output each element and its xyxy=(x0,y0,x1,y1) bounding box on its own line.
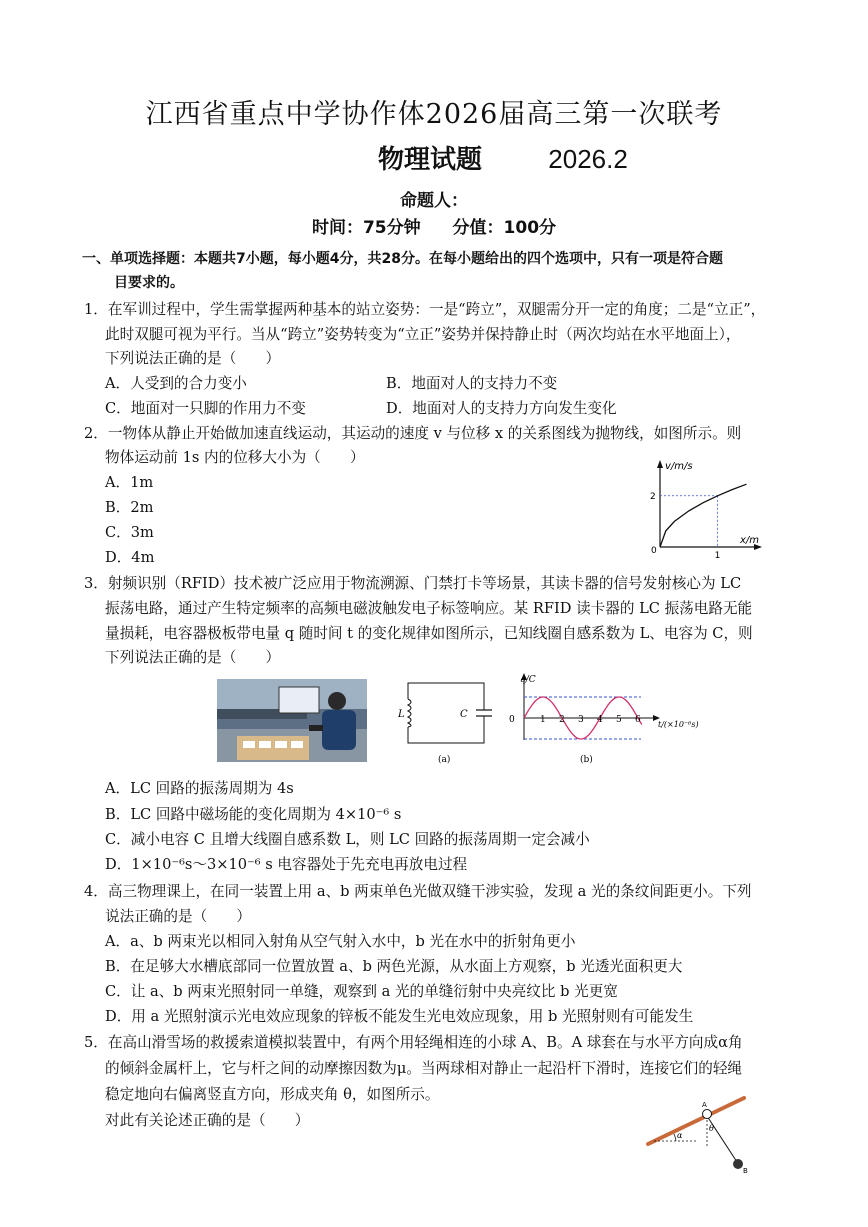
q3-stem-1: 3．射频识别（RFID）技术被广泛应用于物流溯源、门禁打卡等场景，其读卡器的信号发射核心为 LC xyxy=(84,575,742,592)
q1-stem-3: 下列说法正确的是（ ） xyxy=(105,350,281,367)
qt-tick-label: 6 xyxy=(635,715,641,725)
qt-tick-label: 2 xyxy=(559,715,565,725)
exam-title: 江西省重点中学协作体2026届高三第一次联考 xyxy=(145,99,723,130)
alpha-arc xyxy=(674,1134,676,1141)
ball-a xyxy=(703,1110,712,1119)
q4-option-b: B．在足够大水槽底部同一位置放置 a、b 两色光源，从水面上方观察，b 光透光面积更大 xyxy=(105,958,683,975)
qt-chart xyxy=(506,670,706,767)
lc-circuit-figure xyxy=(398,679,494,767)
qt-tick-label: 5 xyxy=(616,715,622,725)
q3-option-b: B．LC 回路中磁场能的变化周期为 4×10⁻⁶ s xyxy=(105,806,402,823)
qt-origin: 0 xyxy=(509,715,515,725)
ball-b-label: B xyxy=(743,1167,748,1175)
theta-label: θ xyxy=(709,1124,714,1133)
photo-tag-4 xyxy=(291,741,303,748)
q3-stem-2: 振荡电路，通过产生特定频率的高频电磁波触发电子标签响应。某 RFID 读卡器的 LC 振荡电路无能 xyxy=(105,600,753,617)
q2-stem-1: 2．一物体从静止开始做加速直线运动，其运动的速度 v 与位移 x 的关系图线为抛物线，如图所示。则 xyxy=(84,425,742,442)
qt-tick-label: 3 xyxy=(578,715,584,725)
vx-origin-label: 0 xyxy=(651,546,657,556)
photo-tag-3 xyxy=(275,741,287,748)
capacitor-label: C xyxy=(460,709,468,720)
q5-stem-4: 对此有关论述正确的是（ ） xyxy=(105,1112,310,1129)
q4-stem-1: 4．高三物理课上，在同一装置上用 a、b 两束单色光做双缝干涉实验，发现 a 光的条纹间距更小。下列 xyxy=(84,883,752,900)
q4-option-c: C．让 a、b 两束光照射同一单缝，观察到 a 光的单缝衍射中央亮纹比 b 光更宽 xyxy=(105,983,618,1000)
inductor-label: L xyxy=(398,709,405,720)
q5-stem-3: 稳定地向右偏离竖直方向，形成夹角 θ，如图所示。 xyxy=(105,1086,440,1103)
alpha-label: α xyxy=(677,1131,683,1140)
qt-y-label: q/C xyxy=(520,675,536,685)
q1-option-c: C．地面对一只脚的作用力不变 xyxy=(105,400,306,417)
q2-option-b: B．2m xyxy=(105,499,154,516)
vx-y-label: v/m/s xyxy=(665,461,693,472)
rfid-photo xyxy=(217,679,367,762)
vx-x-label: x/m xyxy=(740,535,760,546)
q3-stem-4: 下列说法正确的是（ ） xyxy=(105,649,281,666)
q1-option-b: B．地面对人的支持力不变 xyxy=(386,375,558,392)
q1-option-a: A．人受到的合力变小 xyxy=(105,375,247,392)
photo-worker-head xyxy=(328,692,346,710)
q4-option-d: D．用 a 光照射演示光电效应现象的锌板不能发生光电效应现象，用 b 光照射则有可能发生 xyxy=(105,1008,694,1025)
inclined-rod xyxy=(648,1098,744,1144)
photo-monitor xyxy=(279,687,319,713)
capacitor-gap xyxy=(478,710,490,716)
subject-label: 物理试题 xyxy=(378,145,483,175)
time-label: 时间：75分钟 xyxy=(311,218,421,238)
photo-tag-1 xyxy=(243,741,255,748)
q3-stem-3: 量损耗，电容器极板带电量 q 随时间 t 的变化规律如图所示，已知线圈自感系数为 L、电容为 C，则 xyxy=(105,625,753,642)
q3-option-a: A．LC 回路的振荡周期为 4s xyxy=(105,780,294,797)
section-heading: 一、单项选择题：本题共7小题，每小题4分，共28分。在每小题给出的四个选项中，只有一项是符合题 xyxy=(82,251,723,267)
qt-ticks xyxy=(540,715,641,725)
vx-x-tick-label: 1 xyxy=(714,551,721,561)
q1-stem-1: 1．在军训过程中，学生需掌握两种基本的站立姿势：一是“跨立”，双腿需分开一定的角度；二是“立正”， xyxy=(84,301,766,318)
exam-date: 2026.2 xyxy=(548,144,628,174)
qt-x-label: t/(×10⁻⁶s) xyxy=(658,720,699,729)
qt-tick-label: 1 xyxy=(540,715,546,725)
circuit-wire xyxy=(408,683,484,743)
q2-option-a: A．1m xyxy=(105,474,154,491)
score-label: 分值：100分 xyxy=(452,218,557,238)
exam-subtitle xyxy=(378,139,628,176)
q2-option-d: D．4m xyxy=(105,549,155,566)
q5-stem-1: 5．在高山滑雪场的救援索道模拟装置中，有两个用轻绳相连的小球 A、B。A 球套在与水平方向成α角 xyxy=(84,1034,743,1051)
author-label: 命题人： xyxy=(400,191,468,211)
q3-option-c: C．减小电容 C 且增大线圈自感系数 L，则 LC 回路的振荡周期一定会减小 xyxy=(105,831,590,848)
vx-chart xyxy=(640,455,770,565)
time-score-info xyxy=(0,213,868,238)
q1-stem-2: 此时双腿可视为平行。当从“跨立”姿势转变为“立正”姿势并保持静止时（两次均站在水平地面上）， xyxy=(105,326,741,343)
photo-worker-body xyxy=(322,710,356,750)
photo-scanner xyxy=(309,725,323,731)
rod-ball-figure xyxy=(640,1088,755,1178)
qt-tick-label: 4 xyxy=(597,715,603,725)
q4-option-a: A．a、b 两束光以相同入射角从空气射入水中，b 光在水中的折射角更小 xyxy=(105,933,576,950)
fig-a-caption: (a) xyxy=(438,755,451,765)
q4-stem-2: 说法正确的是（ ） xyxy=(105,908,251,925)
vx-curve xyxy=(660,484,747,547)
vx-y-tick-label: 2 xyxy=(650,491,656,502)
q2-option-c: C．3m xyxy=(105,524,154,541)
q3-option-d: D．1×10⁻⁶s～3×10⁻⁶ s 电容器处于先充电再放电过程 xyxy=(105,856,468,873)
q1-option-d: D．地面对人的支持力方向发生变化 xyxy=(386,400,617,417)
vx-y-arrow xyxy=(657,460,663,468)
section-heading-cont: 目要求的。 xyxy=(114,275,184,291)
fig-b-caption: (b) xyxy=(580,755,593,765)
photo-tag-2 xyxy=(259,741,271,748)
q5-stem-2: 的倾斜金属杆上，它与杆之间的动摩擦因数为μ。当两球相对静止一起沿杆下滑时，连接它们的轻绳 xyxy=(105,1060,743,1077)
q2-stem-2: 物体运动前 1s 内的位移大小为（ ） xyxy=(105,449,365,466)
light-rope xyxy=(707,1116,737,1162)
ball-b xyxy=(733,1159,743,1169)
ball-a-label: A xyxy=(702,1101,707,1109)
